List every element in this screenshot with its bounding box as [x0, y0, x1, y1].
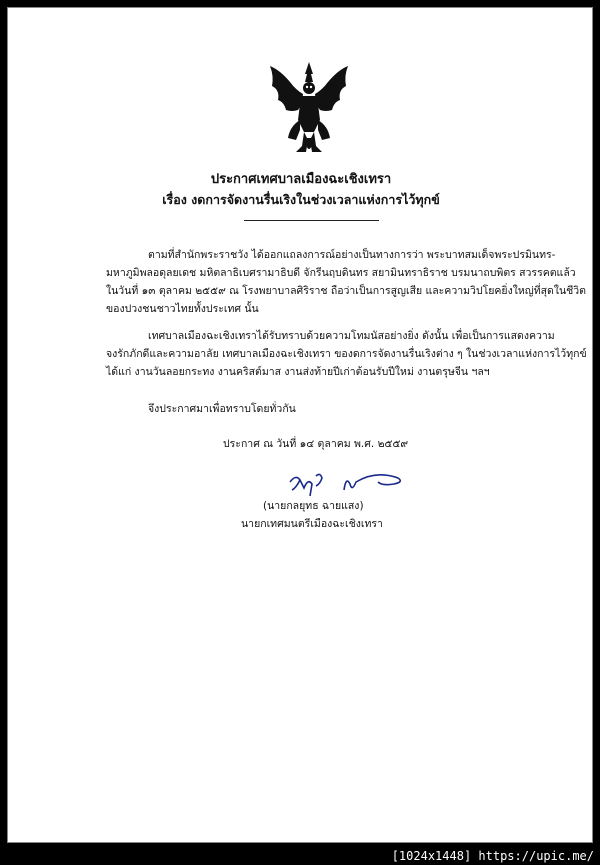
signatory-name: (นายกลยุทธ ฉายแสง) [263, 500, 364, 512]
image-source-footer: [1024x1448] https://upic.me/ [391, 849, 594, 863]
garuda-emblem-icon [266, 60, 352, 160]
announcement-date: ประกาศ ณ วันที่ ๑๔ ตุลาคม พ.ศ. ๒๕๕๙ [223, 438, 409, 450]
paragraph2-line: จงรักภักดีและความอาลัย เทศบาลเมืองฉะเชิงเทรา ของดการจัดงานรื่นเริงต่าง ๆ ในช่วงเวลาแห่งการไว้ทุกข์ [106, 348, 587, 360]
paragraph2-line: เทศบาลเมืองฉะเชิงเทราได้รับทราบด้วยความโทมนัสอย่างยิ่ง ดังนั้น เพื่อเป็นการแสดงความ [148, 330, 555, 342]
document-page [7, 7, 593, 843]
paragraph1-line: ตามที่สำนักพระราชวัง ได้ออกแถลงการณ์อย่างเป็นทางการว่า พระบาทสมเด็จพระปรมินทร- [148, 249, 556, 261]
closing-statement: จึงประกาศมาเพื่อทราบโดยทั่วกัน [148, 403, 296, 415]
paragraph1-line: ของปวงชนชาวไทยทั้งประเทศ นั้น [106, 303, 259, 315]
paragraph1-line: ในวันที่ ๑๓ ตุลาคม ๒๕๕๙ ณ โรงพยาบาลศิริราช ถือว่าเป็นการสูญเสีย และความวิปโยคยิ่งใหญ่ที่สุดในชีวิต [106, 285, 586, 297]
announcement-subject: เรื่อง งดการจัดงานรื่นเริงในช่วงเวลาแห่งการไว้ทุกข์ [162, 192, 440, 207]
signatory-position: นายกเทศมนตรีเมืองฉะเชิงเทรา [241, 518, 383, 530]
paragraph1-line: มหาภูมิพลอดุลยเดช มหิตลาธิเบศรามาธิบดี จักรีนฤบดินทร สยามินทราธิราช บรมนาถบพิตร สวรรคตแล้ว [106, 267, 576, 279]
announcement-title: ประกาศเทศบาลเมืองฉะเชิงเทรา [210, 172, 392, 187]
title-divider [244, 220, 379, 221]
paragraph2-line: ได้แก่ งานวันลอยกระทง งานคริสต์มาส งานส่งท้ายปีเก่าต้อนรับปีใหม่ งานตรุษจีน ฯลฯ [106, 366, 490, 378]
